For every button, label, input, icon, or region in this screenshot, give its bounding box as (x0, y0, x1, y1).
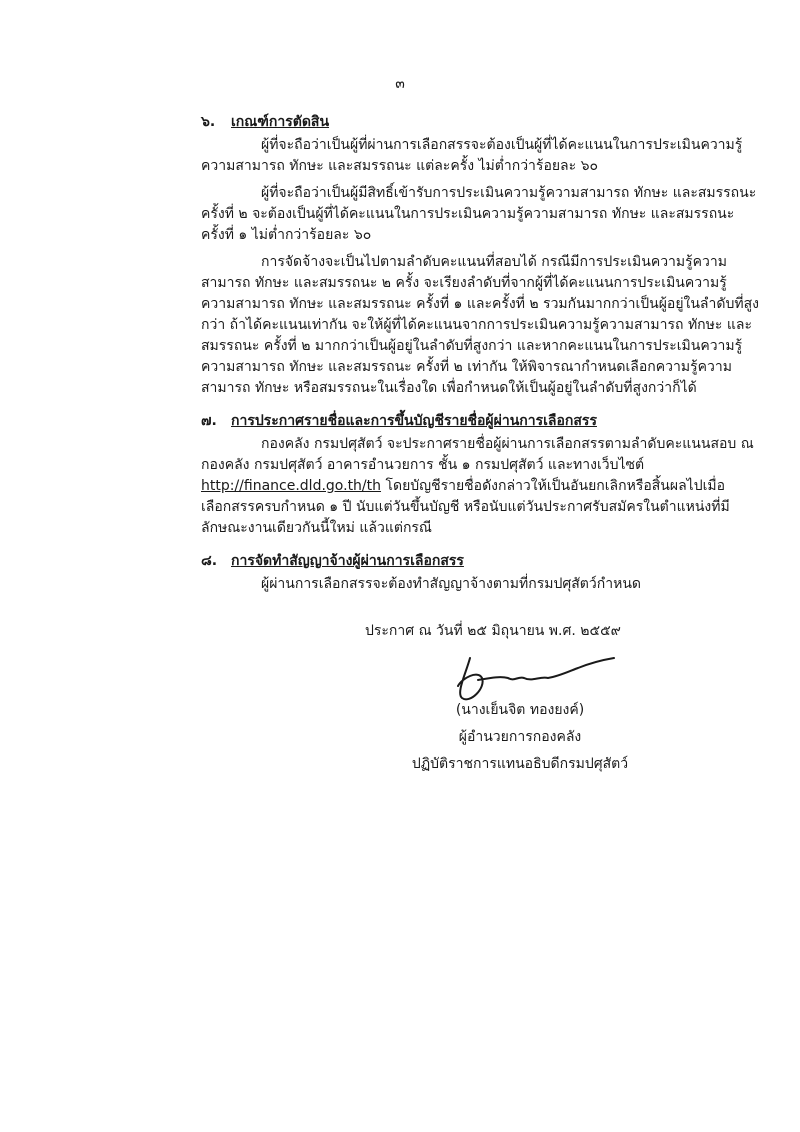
document-body (201, 112, 761, 607)
paragraph: ผู้ผ่านการเลือกสรรจะต้องทำสัญญาจ้างตามที่กรมปศุสัตว์กำหนด (261, 576, 641, 592)
section-heading (201, 411, 761, 432)
signer-info (400, 700, 640, 781)
signer-position: ผู้อำนวยการกองคลัง (458, 729, 582, 745)
paragraph (201, 434, 761, 539)
paragraph: การจัดจ้างจะเป็นไปตามลำดับคะแนนที่สอบได้ กรณีมีการประเมินความรู้ความสามารถ ทักษะ และสมรรถนะ ๒ ครั้ง จะเรียงลำดับที่จากผู้ที่ได้คะแนนการประเมินความรู้ความสามารถ ทักษะ และสมรรถนะ ครั้งที่ ๑ และครั้งที่ ๒ รวมกันมากกว่าเป็นผู้อยู่ในลำดับที่สูงกว่า ถ้าได้คะแนนเท่ากัน จะให้ผู้ที่ได้คะแนนจากการประเมินความรู้ความสามารถ ทักษะ และสมรรถนะ ครั้งที่ ๒ มากกว่าเป็นผู้อยู่ในลำดับที่สูงกว่า และหากคะแนนในการประเมินความรู้ความสามารถ ทักษะ และสมรรถนะ ครั้งที่ ๒ เท่ากัน ให้พิจารณากำหนดเลือกความรู้ความสามารถ ทักษะ หรือสมรรถนะในเรื่องใด เพื่อกำหนดให้เป็นผู้อยู่ในลำดับที่สูงกว่าก็ได้ (201, 254, 759, 396)
section-contract (201, 551, 761, 595)
section-announcement-list (201, 411, 761, 539)
paragraph-text: โดยบัญชีรายชื่อดังกล่าวให้เป็นอันยกเลิกหรือสิ้นผลไปเมื่อเลือกสรรครบกำหนด ๑ ปี นับแต่วันขึ้นบัญชี หรือนับแต่วันประกาศรับสมัครในตำแหน่งที่มีลักษณะงานเดียวกันนี้ใหม่ แล้วแต่กรณี (201, 478, 730, 536)
section-number: ๖. (201, 114, 216, 130)
section-title: การจัดทำสัญญาจ้างผู้ผ่านการเลือกสรร (231, 553, 464, 569)
announcement-date (365, 621, 621, 642)
handwritten-signature (448, 648, 628, 708)
paragraph-text: กองคลัง กรมปศุสัตว์ จะประกาศรายชื่อผู้ผ่านการเลือกสรรตามลำดับคะแนนสอบ ณ กองคลัง กรมปศุสัตว์ อาคารอำนวยการ ชั้น ๑ กรมปศุสัตว์ และทางเว็บไซต์ (201, 436, 754, 473)
announcement-prefix: ประกาศ ณ วันที่ (365, 623, 463, 639)
signer-name: (นางเย็นจิต ทองยงค์) (455, 702, 585, 718)
signer-acting: ปฏิบัติราชการแทนอธิบดีกรมปศุสัตว์ (411, 756, 629, 772)
paragraph: ผู้ที่จะถือว่าเป็นผู้มีสิทธิ์เข้ารับการประเมินความรู้ความสามารถ ทักษะ และสมรรถนะ ครั้งที่ ๒ จะต้องเป็นผู้ที่ได้คะแนนในการประเมินความรู้ความสามารถ ทักษะ และสมรรถนะ ครั้งที่ ๑ ไม่ต่ำกว่าร้อยละ ๖๐ (201, 185, 757, 243)
announcement-day: ๒๕ (467, 623, 487, 639)
section-heading (201, 551, 761, 572)
page-number: ๓ (395, 76, 405, 92)
website-link[interactable]: http://finance.dld.go.th/th (201, 478, 382, 494)
section-criteria (201, 112, 761, 399)
section-number: ๘. (201, 553, 218, 569)
section-number: ๗. (201, 413, 217, 429)
announcement-month-year: มิถุนายน พ.ศ. ๒๕๕๙ (491, 623, 621, 639)
section-title: การประกาศรายชื่อและการขึ้นบัญชีรายชื่อผู้ผ่านการเลือกสรร (231, 413, 597, 429)
section-heading (201, 112, 761, 133)
paragraph: ผู้ที่จะถือว่าเป็นผู้ที่ผ่านการเลือกสรรจะต้องเป็นผู้ที่ได้คะแนนในการประเมินความรู้ความสามารถ ทักษะ และสมรรถนะ แต่ละครั้ง ไม่ต่ำกว่าร้อยละ ๖๐ (201, 137, 743, 174)
section-title: เกณฑ์การตัดสิน (231, 114, 330, 130)
